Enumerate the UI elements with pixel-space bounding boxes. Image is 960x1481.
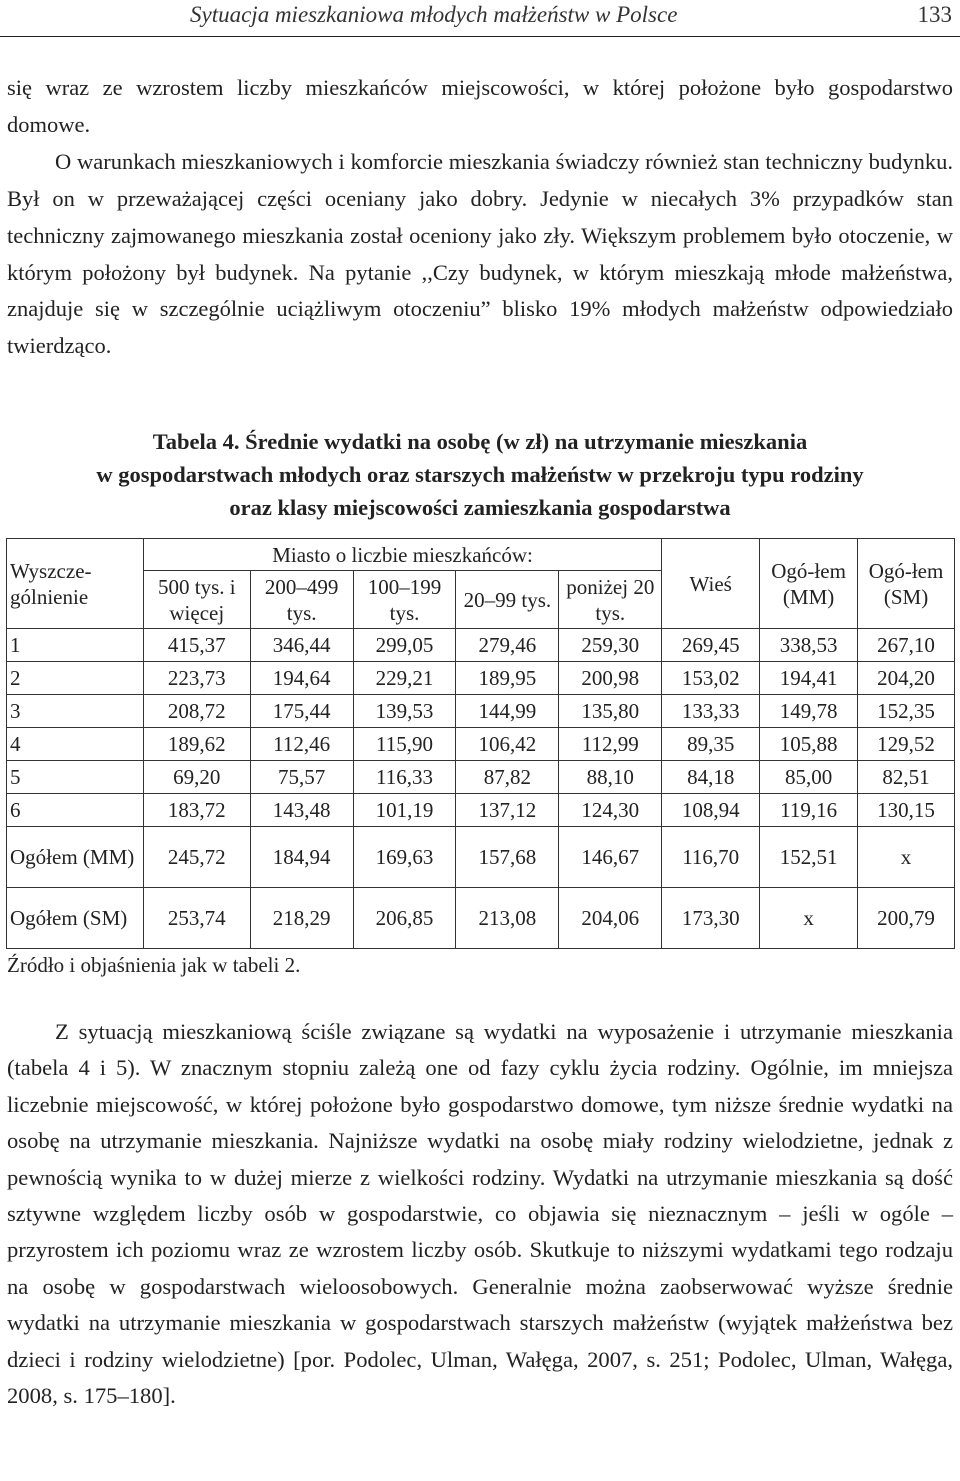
table-cell: 133,33 bbox=[662, 695, 760, 728]
table-caption-line1: Tabela 4. Średnie wydatki na osobę (w zł) na utrzymanie mieszkania bbox=[152, 429, 808, 454]
row-label: 6 bbox=[7, 794, 144, 827]
table-cell: 194,64 bbox=[250, 662, 353, 695]
table-cell: 144,99 bbox=[456, 695, 559, 728]
table-source-note: Źródło i objaśnienia jak w tabeli 2. bbox=[7, 953, 301, 977]
table-cell: 338,53 bbox=[760, 629, 858, 662]
table-cell: 157,68 bbox=[456, 827, 559, 888]
header-col-500: 500 tys. i więcej bbox=[143, 571, 250, 629]
row-label: 4 bbox=[7, 728, 144, 761]
table-cell: 204,06 bbox=[559, 888, 662, 949]
table-cell: 85,00 bbox=[760, 761, 858, 794]
table-cell: 75,57 bbox=[250, 761, 353, 794]
table-cell: 137,12 bbox=[456, 794, 559, 827]
table-cell: 101,19 bbox=[353, 794, 456, 827]
table-row bbox=[7, 794, 955, 827]
table-cell: 259,30 bbox=[559, 629, 662, 662]
paragraph-intro-line1: się wraz ze wzrostem liczby mieszkańców miejscowości, w której położone było gospodarstwo domowe. bbox=[7, 75, 953, 137]
table-cell: 153,02 bbox=[662, 662, 760, 695]
table-cell: 299,05 bbox=[353, 629, 456, 662]
table-cell: 129,52 bbox=[858, 728, 955, 761]
running-title: Sytuacja mieszkaniowa młodych małżeństw w Polsce bbox=[190, 2, 678, 27]
table-cell: 213,08 bbox=[456, 888, 559, 949]
page-header bbox=[0, 0, 960, 37]
header-col-200-499: 200–499 tys. bbox=[250, 571, 353, 629]
table-cell: 115,90 bbox=[353, 728, 456, 761]
header-city-group: Miasto o liczbie mieszkańców: bbox=[143, 539, 661, 571]
table-cell: 149,78 bbox=[760, 695, 858, 728]
table-cell: 204,20 bbox=[858, 662, 955, 695]
table-row bbox=[7, 728, 955, 761]
table-cell: 130,15 bbox=[858, 794, 955, 827]
header-total-mm: Ogó-łem (MM) bbox=[760, 539, 858, 629]
table-cell: 146,67 bbox=[559, 827, 662, 888]
table-cell: 87,82 bbox=[456, 761, 559, 794]
table-cell: 267,10 bbox=[858, 629, 955, 662]
table-cell: 194,41 bbox=[760, 662, 858, 695]
paragraph-main-text: Z sytuacją mieszkaniową ściśle związane są wydatki na wyposażenie i utrzymanie mieszkania (tabela 4 i 5). W znacznym stopniu zależą one od fazy cyklu życia rodziny. Ogólnie, im mniejsza liczebnie miejscowość, w której położone było gospodarstwo domowe, tym niższe średnie wydatki na osobę na utrzymanie mieszkania. Najniższe wydatki na osobę miały rodziny wielodzietne, jednak z pewnością wynika to w dużej mierze z wielkości rodziny. Wydatki na utrzymanie mieszkania są dość sztywne względem liczby osób w gospodarstwie, co objawia się nieznacznym – jeśli w ogóle – przyrostem ich poziomu wraz ze wzrostem liczby osób. Skutkuje to niższymi wydatkami tego rodzaju na osobę w gospodarstwach wieloosobowych. Generalnie można zaobserwować wyższe średnie wydatki na utrzymanie mieszkania w gospodarstwach starszych małżeństw (wyjątek małżeństwa bez dzieci i rodziny wielodzietne) [por. Podolec, Ulman, Wałęga, 2007, s. 251; Podolec, Ulman, Wałęga, 2008, s. 175–180]. bbox=[7, 1019, 953, 1409]
row-label: 1 bbox=[7, 629, 144, 662]
row-label: 5 bbox=[7, 761, 144, 794]
row-label: 2 bbox=[7, 662, 144, 695]
table-cell: 112,99 bbox=[559, 728, 662, 761]
table-row bbox=[7, 888, 955, 949]
expenses-table bbox=[6, 538, 955, 949]
table-cell: 229,21 bbox=[353, 662, 456, 695]
table-cell: x bbox=[760, 888, 858, 949]
table-cell: 69,20 bbox=[143, 761, 250, 794]
header-col-20-99: 20–99 tys. bbox=[456, 571, 559, 629]
table-cell: 223,73 bbox=[143, 662, 250, 695]
table-cell: 346,44 bbox=[250, 629, 353, 662]
table-cell: 206,85 bbox=[353, 888, 456, 949]
header-col-100-199: 100–199 tys. bbox=[353, 571, 456, 629]
table-cell: 108,94 bbox=[662, 794, 760, 827]
paragraph-main bbox=[7, 1014, 953, 1414]
header-spec: Wyszcze-gólnienie bbox=[7, 539, 144, 629]
table-cell: 106,42 bbox=[456, 728, 559, 761]
table-row bbox=[7, 761, 955, 794]
table-cell: 152,51 bbox=[760, 827, 858, 888]
table-cell: 173,30 bbox=[662, 888, 760, 949]
table-caption bbox=[20, 425, 940, 524]
page-number: 133 bbox=[917, 2, 952, 27]
table-cell: x bbox=[858, 827, 955, 888]
header-col-below-20: poniżej 20 tys. bbox=[559, 571, 662, 629]
table-cell: 116,70 bbox=[662, 827, 760, 888]
table-cell: 88,10 bbox=[559, 761, 662, 794]
table-cell: 169,63 bbox=[353, 827, 456, 888]
table-cell: 89,35 bbox=[662, 728, 760, 761]
row-label: Ogółem (MM) bbox=[7, 827, 144, 888]
table-cell: 124,30 bbox=[559, 794, 662, 827]
table-cell: 82,51 bbox=[858, 761, 955, 794]
table-cell: 415,37 bbox=[143, 629, 250, 662]
table-cell: 175,44 bbox=[250, 695, 353, 728]
table-cell: 152,35 bbox=[858, 695, 955, 728]
table-cell: 200,98 bbox=[559, 662, 662, 695]
table-row bbox=[7, 662, 955, 695]
table-cell: 112,46 bbox=[250, 728, 353, 761]
table-cell: 208,72 bbox=[143, 695, 250, 728]
row-label: Ogółem (SM) bbox=[7, 888, 144, 949]
table-cell: 269,45 bbox=[662, 629, 760, 662]
table-cell: 119,16 bbox=[760, 794, 858, 827]
table-cell: 189,62 bbox=[143, 728, 250, 761]
header-total-sm: Ogó-łem (SM) bbox=[858, 539, 955, 629]
table-row bbox=[7, 695, 955, 728]
table-cell: 143,48 bbox=[250, 794, 353, 827]
header-village: Wieś bbox=[662, 539, 760, 629]
table-cell: 218,29 bbox=[250, 888, 353, 949]
row-label: 3 bbox=[7, 695, 144, 728]
table-cell: 105,88 bbox=[760, 728, 858, 761]
table-cell: 200,79 bbox=[858, 888, 955, 949]
table-cell: 245,72 bbox=[143, 827, 250, 888]
table-cell: 84,18 bbox=[662, 761, 760, 794]
table-cell: 279,46 bbox=[456, 629, 559, 662]
table-cell: 253,74 bbox=[143, 888, 250, 949]
table-row bbox=[7, 629, 955, 662]
table-row bbox=[7, 827, 955, 888]
table-cell: 183,72 bbox=[143, 794, 250, 827]
table-caption-line3: oraz klasy miejscowości zamieszkania gospodarstwa bbox=[229, 495, 731, 520]
table-cell: 135,80 bbox=[559, 695, 662, 728]
paragraph-intro-body: O warunkach mieszkaniowych i komforcie mieszkania świadczy również stan techniczny budynku. Był on w przeważającej części oceniany jako dobry. Jedynie w niecałych 3% przypadków stan techniczny zajmowanego mieszkania został oceniony jako zły. Większym problemem było otoczenie, w którym położony był budynek. Na pytanie ,,Czy budynek, w którym mieszkają młode małżeństwa, znajduje się w szczególnie uciążliwym otoczeniu” blisko 19% młodych małżeństw odpowiedziało twierdząco. bbox=[7, 148, 953, 359]
table-caption-line2: w gospodarstwach młodych oraz starszych małżeństw w przekroju typu rodziny bbox=[96, 462, 864, 487]
table-cell: 139,53 bbox=[353, 695, 456, 728]
table-cell: 116,33 bbox=[353, 761, 456, 794]
paragraph-intro bbox=[7, 70, 953, 365]
table-cell: 189,95 bbox=[456, 662, 559, 695]
table-cell: 184,94 bbox=[250, 827, 353, 888]
